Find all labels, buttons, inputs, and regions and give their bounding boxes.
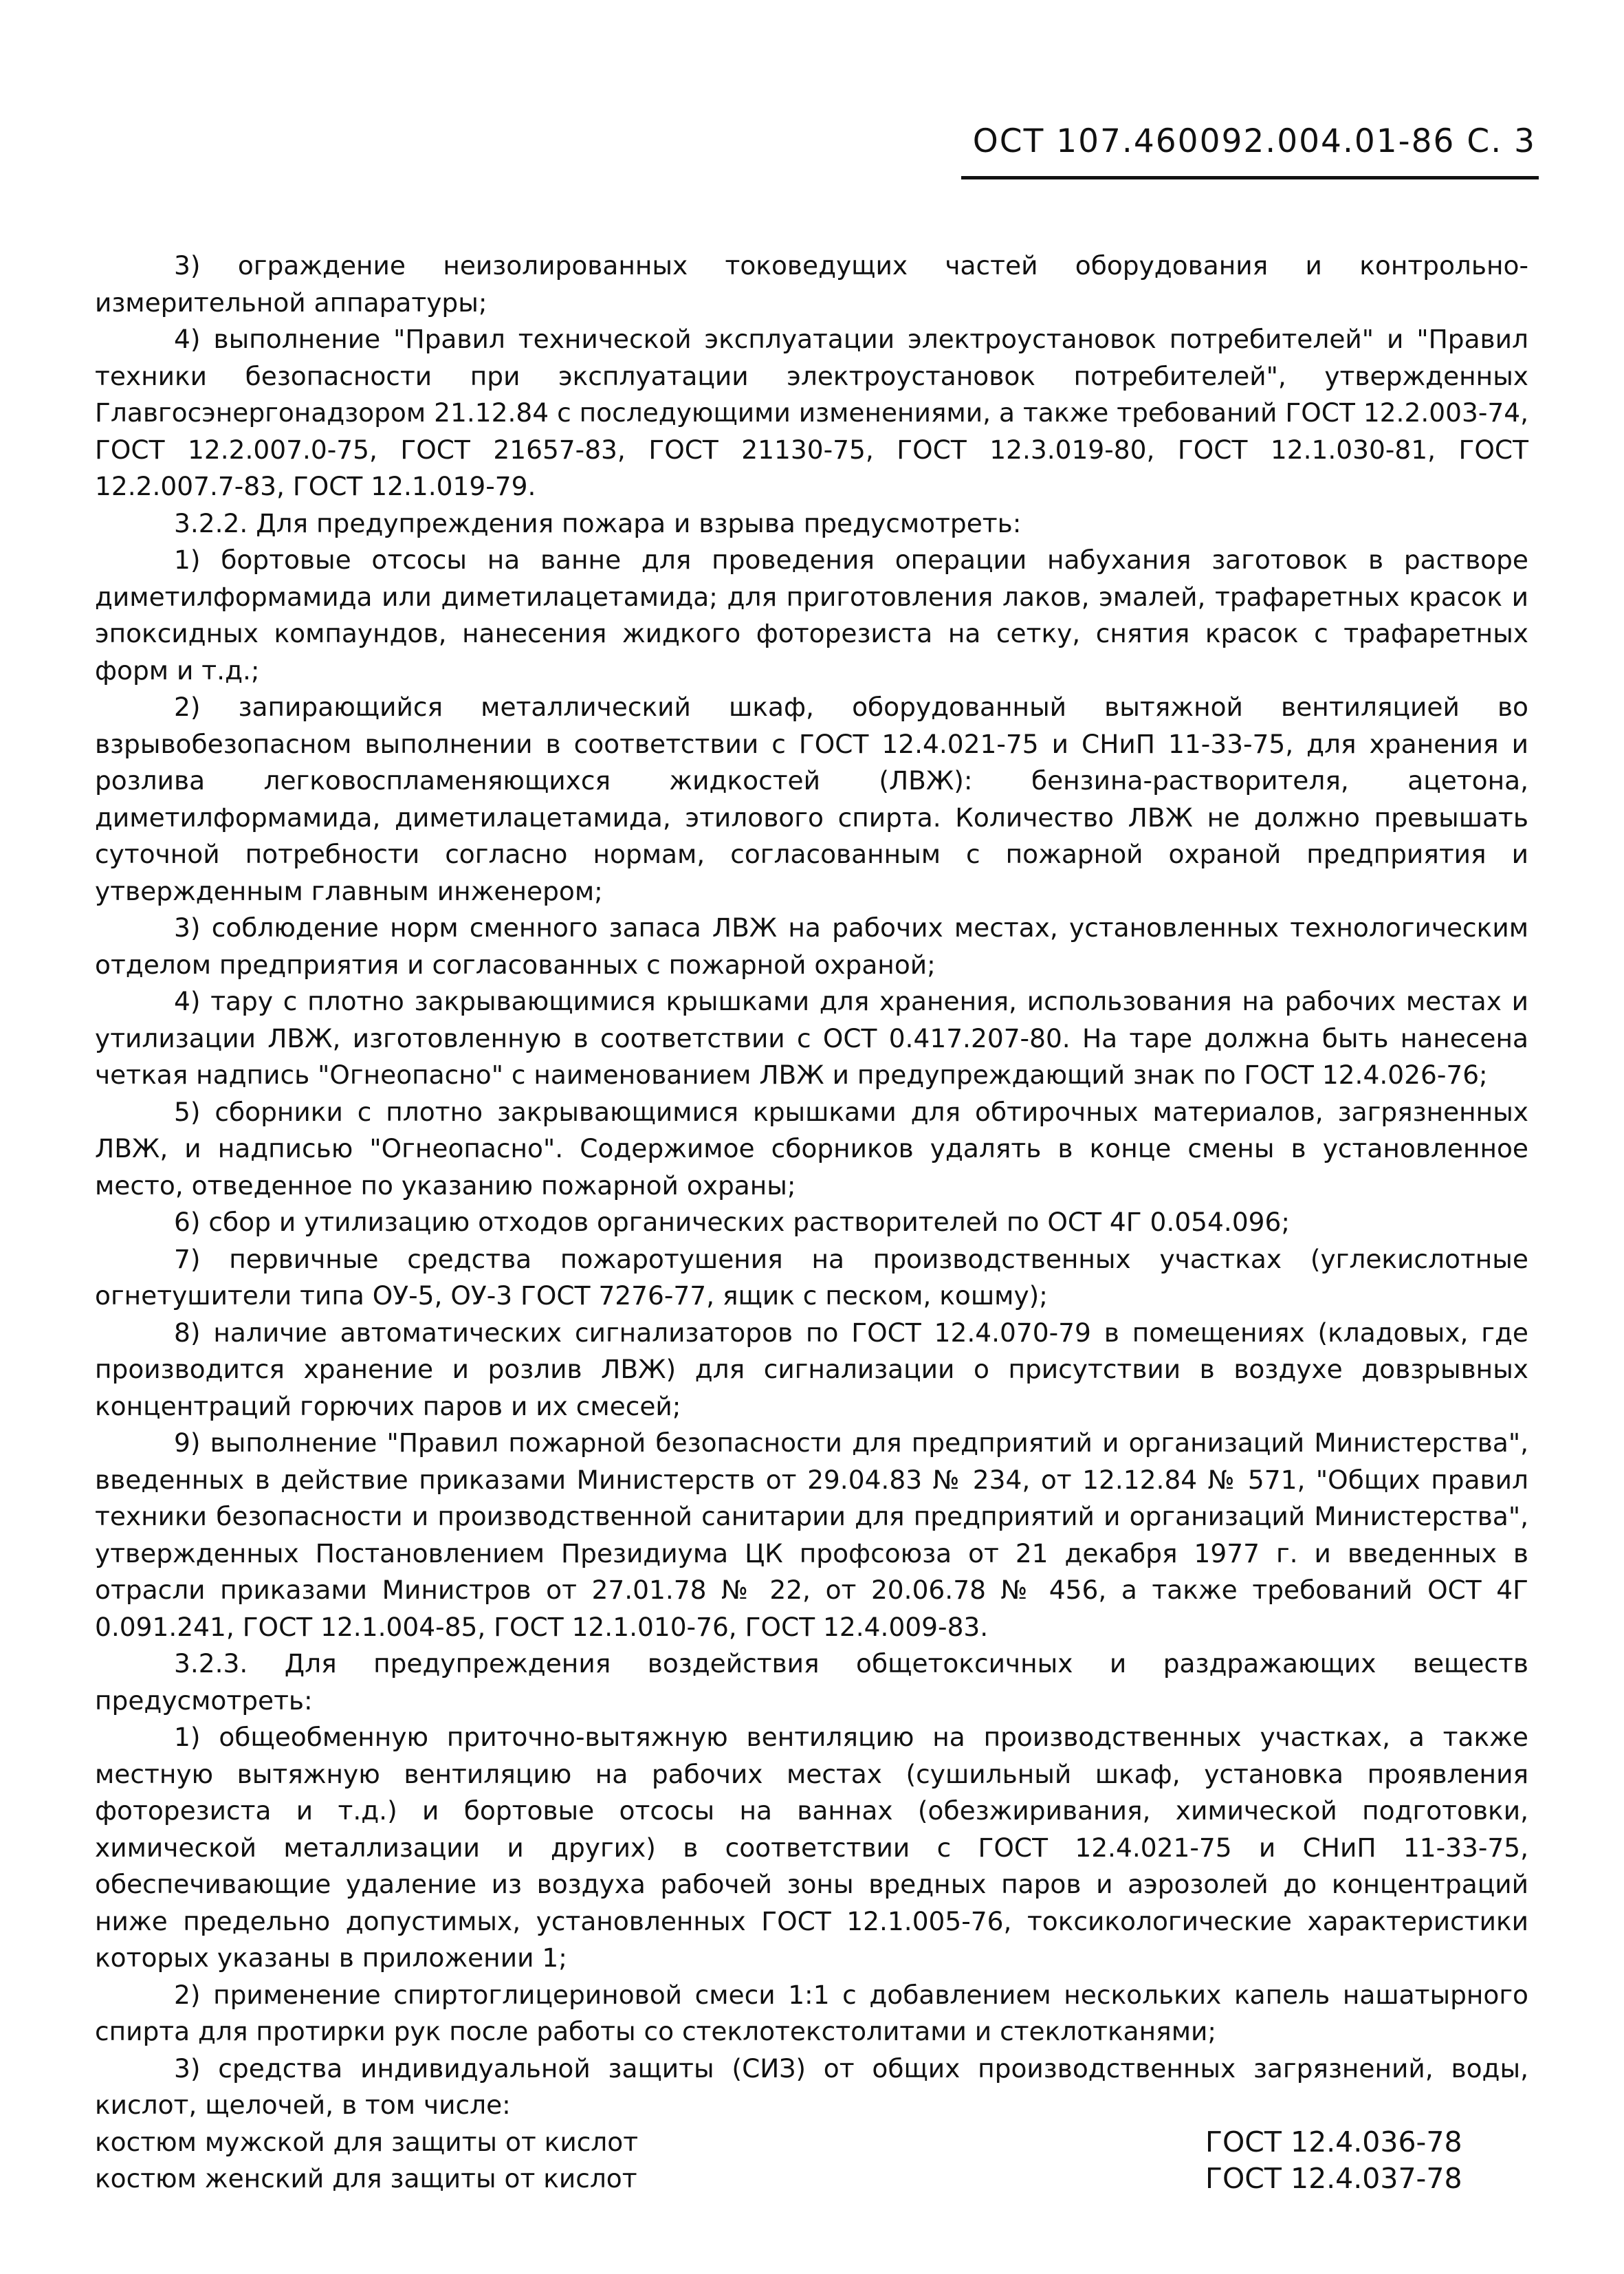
ppe-item-standard: ГОСТ 12.4.036-78 [1205, 2125, 1462, 2158]
paragraph-fire-item-1: 1) бортовые отсосы на ванне для проведения операции набухания заготовок в растворе диметилформамида или диметилацетамида; для приготовления лаков, эмалей, трафаретных красок и эпоксидных компаундов, нанесения жидкого фоторезиста на сетку, снятия красок с трафаретных форм и т.д.; [95, 545, 1528, 686]
paragraph-item-3-fencing: 3) ограждение неизолированных токоведущих частей оборудования и контрольно-измерительной аппаратуры; [95, 250, 1528, 318]
paragraph-fire-item-6: 6) сбор и утилизацию отходов органических растворителей по ОСТ 4Г 0.054.096; [174, 1207, 1291, 1237]
paragraph-item-4-electrical-rules: 4) выполнение "Правил технической эксплуатации электроустановок потребителей" и "Правил техники безопасности при эксплуатации электроустановок потребителей", утвержденных Главгосэнергонадзором 21.12.84 с последующими изменениями, а также требований ГОСТ 12.2.003-74, ГОСТ 12.2.007.0-75, ГОСТ 21657-83, ГОСТ 21130-75, ГОСТ 12.3.019-80, ГОСТ 12.1.030-81, ГОСТ 12.2.007.7-83, ГОСТ 12.1.019-79. [95, 324, 1528, 501]
paragraph-toxic-item-2: 2) применение спиртоглицериновой смеси 1:1 с добавлением нескольких капель нашатырного спирта для протирки рук после работы со стеклотекстолитами и стеклотканями; [95, 1979, 1528, 2046]
paragraph-fire-item-8: 8) наличие автоматических сигнализаторов по ГОСТ 12.4.070-79 в помещениях (кладовых, где производится хранение и розлив ЛВЖ) для сигнализации о присутствии в воздухе довзрывных концентраций горючих паров и их смесей; [95, 1317, 1528, 1421]
document-header: ОСТ 107.460092.004.01-86 С. 3 [972, 122, 1536, 160]
ppe-item-name: костюм мужской для защиты от кислот [95, 2126, 639, 2157]
paragraph-toxic-item-1: 1) общеобменную приточно-вытяжную вентиляцию на производственных участках, а также местную вытяжную вентиляцию на рабочих местах (сушильный шкаф, установка проявления фоторезиста и т.д.) и бортовые отсосы на ваннах (обезжиривания, химической подготовки, химической металлизации и других) в соответствии с ГОСТ 12.4.021-75 и СНиП 11-33-75, обеспечивающие удаление из воздуха рабочей зоны вредных паров и аэрозолей до концентраций ниже предельно допустимых, установленных ГОСТ 12.1.005-76, токсикологические характеристики которых указаны в приложении 1; [95, 1722, 1528, 1973]
paragraph-fire-item-7: 7) первичные средства пожаротушения на производственных участках (углекислотные огнетушители типа ОУ-5, ОУ-3 ГОСТ 7276-77, ящик с песком, кошму); [95, 1243, 1528, 1311]
paragraph-fire-item-5: 5) сборники с плотно закрывающимися крышками для обтирочных материалов, загрязненных ЛВЖ, и надписью "Огнеопасно". Содержимое сборников удалять в конце смены в установленное место, отведенное по указанию пожарной охраны; [95, 1096, 1528, 1201]
paragraph-fire-item-9: 9) выполнение "Правил пожарной безопасности для предприятий и организаций Министерства", введенных в действие приказами Министерств от 29.04.83 № 234, от 12.12.84 № 571, "Общих правил техники безопасности и производственной санитарии для предприятий и организаций Министерства", утвержденных Постановлением Президиума ЦК профсоюза от 21 декабря 1977 г. и введенных в отрасли приказами Министров от 27.01.78 № 22, от 20.06.78 № 456, а также требований ОСТ 4Г 0.091.241, ГОСТ 12.1.004-85, ГОСТ 12.1.010-76, ГОСТ 12.4.009-83. [95, 1428, 1528, 1642]
ppe-list-item [95, 2161, 1528, 2198]
paragraph-fire-item-2: 2) запирающийся металлический шкаф, оборудованный вытяжной вентиляцией во взрывобезопасном выполнении в соответствии с ГОСТ 12.4.021-75 и СНиП 11-33-75, для хранения и розлива легковоспламеняющихся жидкостей (ЛВЖ): бензина-растворителя, ацетона, диметилформамида, диметилацетамида, этилового спирта. Количество ЛВЖ не должно превышать суточной потребности согласно нормам, согласованным с пожарной охраной предприятия и утвержденным главным инженером; [95, 692, 1528, 906]
section-3-2-3-heading: 3.2.3. Для предупреждения воздействия общетоксичных и раздражающих веществ предусмотреть: [95, 1648, 1528, 1716]
header-rule [961, 176, 1539, 179]
paragraph-toxic-item-3: 3) средства индивидуальной защиты (СИЗ) от общих производственных загрязнений, воды, кислот, щелочей, в том числе: [95, 2053, 1528, 2120]
ppe-item-name: костюм женский для защиты от кислот [95, 2163, 637, 2194]
paragraph-fire-item-3: 3) соблюдение норм сменного запаса ЛВЖ на рабочих местах, установленных технологическим отделом предприятия и согласованных с пожарной охраной; [95, 912, 1528, 980]
section-3-2-2-heading: 3.2.2. Для предупреждения пожара и взрыва предусмотреть: [174, 507, 1022, 538]
paragraph-fire-item-4: 4) тару с плотно закрывающимися крышками для хранения, использования на рабочих местах и утилизации ЛВЖ, изготовленную в соответствии с ОСТ 0.417.207-80. На таре должна быть нанесена четкая надпись "Огнеопасно" с наименованием ЛВЖ и предупреждающий знак по ГОСТ 12.4.026-76; [95, 986, 1528, 1090]
ppe-list-item [95, 2124, 1528, 2161]
document-body [95, 248, 1528, 2198]
ppe-item-standard: ГОСТ 12.4.037-78 [1205, 2162, 1462, 2195]
